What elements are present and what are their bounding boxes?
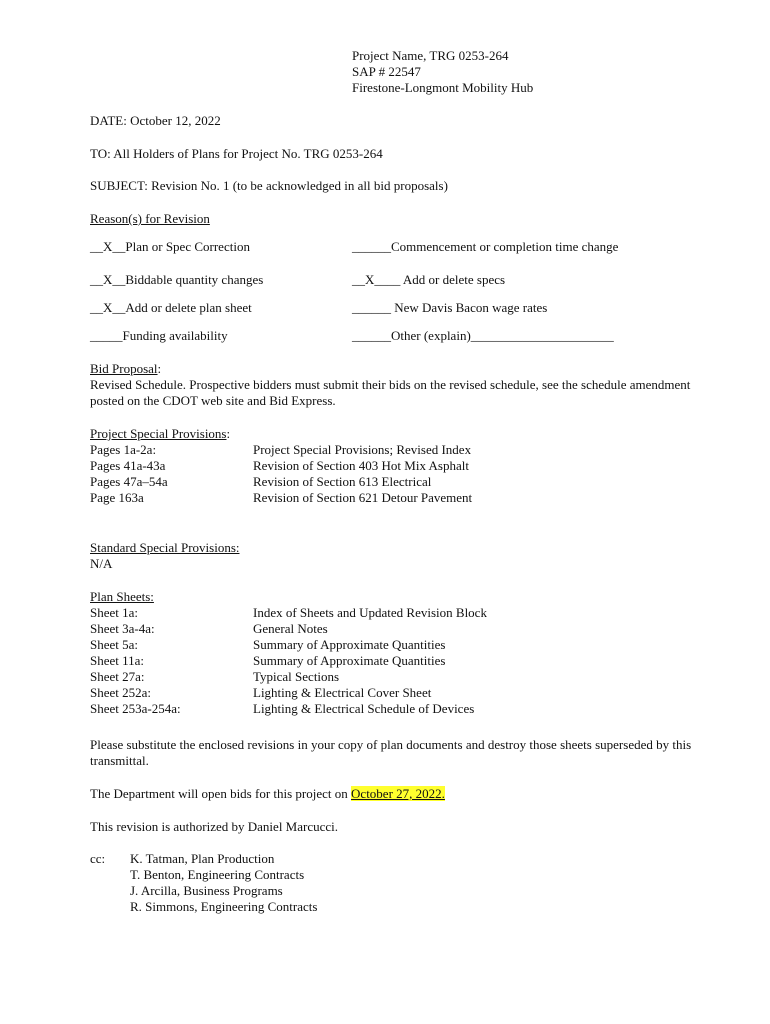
table-row [90,701,650,717]
project-header [352,48,533,96]
table-row [90,458,650,474]
table-row [90,653,650,669]
sap-number: SAP # 22547 [352,64,421,79]
desc-cell: Summary of Approximate Quantities [253,637,446,652]
project-special-heading-text: Project Special Provisions [90,426,227,441]
table-row [90,637,650,653]
reason-left-4: _____Funding availability [90,328,228,343]
sheet-cell: Sheet 3a-4a: [90,621,155,636]
table-row [90,442,650,458]
reasons-heading: Reason(s) for Revision [90,211,210,226]
standard-special-value: N/A [90,556,113,571]
sheet-cell: Sheet 252a: [90,685,152,700]
reason-right-1: ______Commencement or completion time change [352,239,619,254]
sheet-cell: Sheet 11a: [90,653,145,668]
desc-cell: Index of Sheets and Updated Revision Block [253,605,487,620]
sheet-cell: Sheet 253a-254a: [90,701,181,716]
project-location: Firestone-Longmont Mobility Hub [352,80,534,95]
cc-name: R. Simmons, Engineering Contracts [130,899,318,914]
open-bids-date: October 27, 2022. [351,786,445,801]
sheet-cell: Sheet 5a: [90,637,139,652]
bid-proposal-colon: : [157,361,162,376]
pages-cell: Pages 41a-43a [90,458,166,473]
project-special-heading [90,426,230,442]
plan-sheets-table [90,605,650,717]
authorized-line: This revision is authorized by Daniel Marcucci. [90,819,339,834]
standard-special-heading: Standard Special Provisions: [90,540,240,555]
reason-right-4: ______Other (explain)______________________ [352,328,614,343]
desc-cell: General Notes [253,621,328,636]
reason-left-2: __X__Biddable quantity changes [90,272,264,287]
to-line: TO: All Holders of Plans for Project No. TRG 0253-264 [90,146,383,161]
table-row [90,490,650,506]
sheet-cell: Sheet 1a: [90,605,139,620]
date-line: DATE: October 12, 2022 [90,113,221,128]
cc-name: T. Benton, Engineering Contracts [130,867,305,882]
bid-proposal-heading-text: Bid Proposal [90,361,158,376]
table-row [90,621,650,637]
cc-name: K. Tatman, Plan Production [130,851,275,866]
desc-cell: Lighting & Electrical Cover Sheet [253,685,432,700]
project-special-colon: : [226,426,231,441]
open-bids-line [90,786,445,802]
substitute-paragraph: Please substitute the enclosed revisions in your copy of plan documents and destroy those sheets superseded by this transmittal. [90,737,692,768]
table-row [90,605,650,621]
table-row [90,669,650,685]
bid-proposal-heading [90,361,161,377]
pages-cell: Pages 1a-2a: [90,442,157,457]
pages-cell: Pages 47a–54a [90,474,168,489]
desc-cell: Revision of Section 613 Electrical [253,474,432,489]
sheet-cell: Sheet 27a: [90,669,145,684]
desc-cell: Lighting & Electrical Schedule of Devices [253,701,475,716]
cc-label: cc: [90,851,106,866]
reason-right-2: __X____ Add or delete specs [352,272,506,287]
plan-sheets-heading: Plan Sheets: [90,589,154,604]
table-row [90,474,650,490]
desc-cell: Typical Sections [253,669,340,684]
open-bids-prefix: The Department will open bids for this project on [90,786,352,801]
desc-cell: Project Special Provisions; Revised Index [253,442,472,457]
reason-left-3: __X__Add or delete plan sheet [90,300,252,315]
reason-left-1: __X__Plan or Spec Correction [90,239,250,254]
project-special-table [90,442,650,506]
reason-right-3: ______ New Davis Bacon wage rates [352,300,548,315]
desc-cell: Summary of Approximate Quantities [253,653,446,668]
table-row [90,685,650,701]
cc-name: J. Arcilla, Business Programs [130,883,283,898]
pages-cell: Page 163a [90,490,144,505]
desc-cell: Revision of Section 403 Hot Mix Asphalt [253,458,469,473]
subject-line: SUBJECT: Revision No. 1 (to be acknowledged in all bid proposals) [90,178,448,193]
project-name: Project Name, TRG 0253-264 [352,48,509,63]
desc-cell: Revision of Section 621 Detour Pavement [253,490,473,505]
bid-proposal-text: Revised Schedule. Prospective bidders must submit their bids on the revised schedule, see the schedule amendment posted on the CDOT web site and Bid Express. [90,377,691,408]
cc-list [130,851,317,915]
